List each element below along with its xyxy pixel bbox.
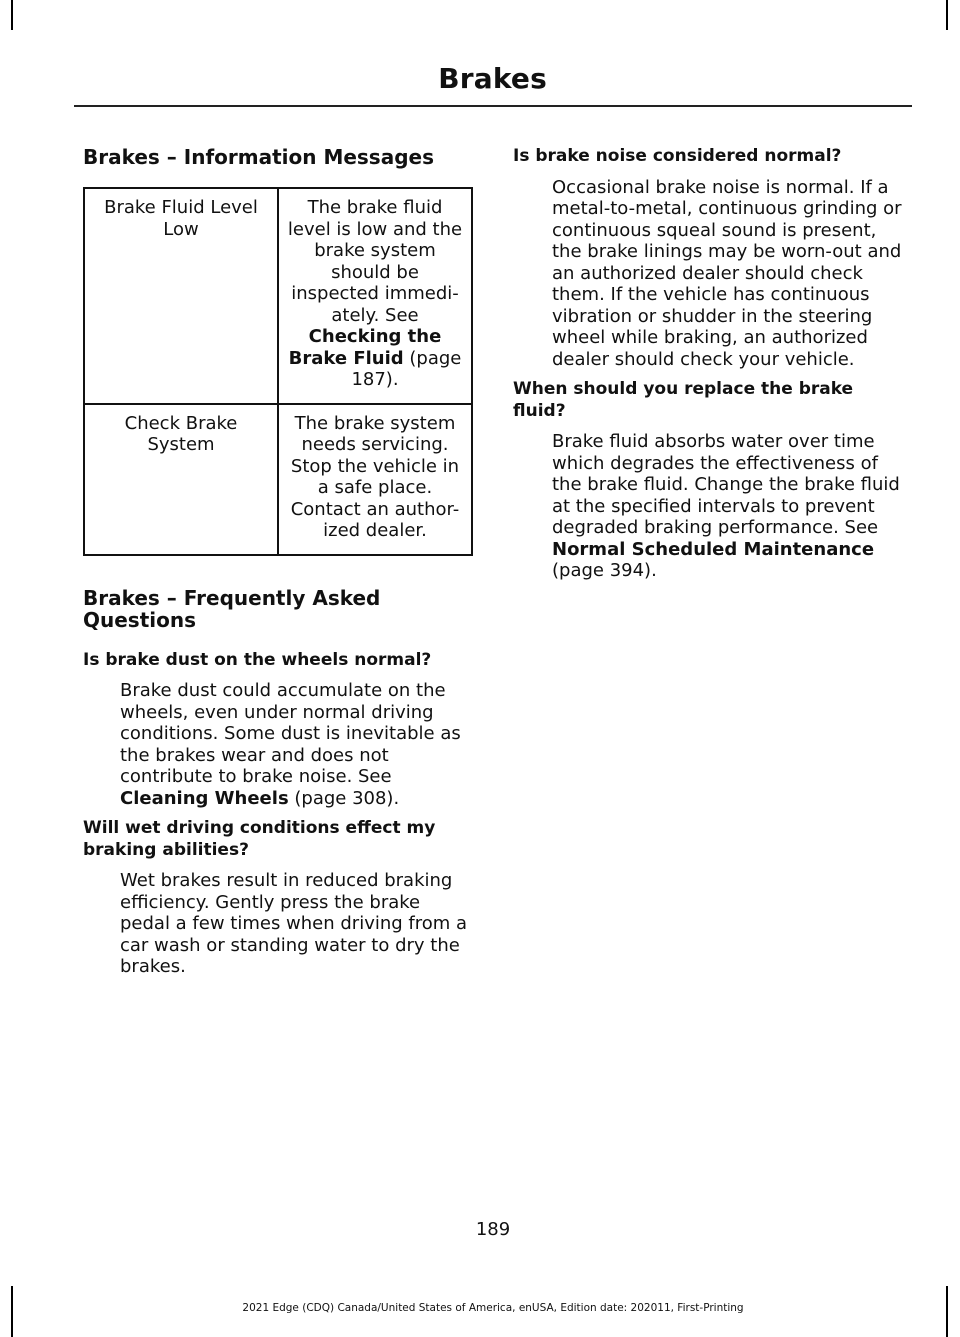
left-column xyxy=(83,146,475,978)
right-column xyxy=(513,146,908,582)
faq-answer: Brake dust could accumulate on the wheels, even under normal driving conditions. Some dust is inevitable as the brakes wear and does not contribute to brake noise. See Cleaning Wheels (page 308). xyxy=(120,680,461,809)
info-section-heading: Brakes – Information Messages xyxy=(83,145,434,169)
faq-answer: Wet brakes result in reduced braking efficiency. Gently press the brake pedal a few times when driving from a car wash or standing water to dry the brakes. xyxy=(120,870,468,977)
crop-mark-top-left xyxy=(11,0,13,30)
table-row xyxy=(84,404,472,555)
footer-text: 2021 Edge (CDQ) Canada/United States of America, enUSA, Edition date: 202011, First-Printing xyxy=(242,1302,744,1314)
faq-answer: Occasional brake noise is normal. If a metal-to-metal, continuous grinding or continuous squeal sound is present, the brake linings may be worn-out and an authorized dealer should check them. If the vehicle has continuous vibration or shudder in the steering wheel while braking, an authorized dealer should check your vehicle. xyxy=(552,176,902,370)
cross-reference-link[interactable]: Checking the Brake Fluid xyxy=(288,326,442,369)
faq-question: Will wet driving conditions effect my braking abilities? xyxy=(83,818,436,860)
cross-reference-link[interactable]: Normal Scheduled Maintenance xyxy=(552,538,875,560)
info-messages-table xyxy=(83,187,473,556)
crop-mark-top-right xyxy=(946,0,948,30)
page-number: 189 xyxy=(475,1219,511,1240)
table-row xyxy=(84,188,472,404)
faq-section-heading: Brakes – Frequently Asked Questions xyxy=(83,585,381,632)
message-cell: Check Brake System xyxy=(84,404,278,555)
page-title: Brakes xyxy=(438,62,547,95)
faq-question: Is brake dust on the wheels normal? xyxy=(83,649,432,670)
action-cell: The brake system needs servicing. Stop the vehicle in a safe place. Contact an author-ized dealer. xyxy=(278,404,472,555)
action-cell: The brake fluid level is low and the brake system should be inspected immedi-ately. See Checking the Brake Fluid (page 187). xyxy=(278,188,472,404)
faq-question: Is brake noise considered normal? xyxy=(513,146,842,166)
faq-question: When should you replace the brake fluid? xyxy=(513,379,854,421)
header-divider xyxy=(74,105,912,107)
faq-answer: Brake fluid absorbs water over time which degrades the effectiveness of the brake fluid. Change the brake fluid at the specified intervals to prevent degraded braking performance. See Normal Scheduled Maintenance (page 394). xyxy=(552,431,900,581)
message-cell: Brake Fluid Level Low xyxy=(84,188,278,404)
cross-reference-link[interactable]: Cleaning Wheels xyxy=(120,787,289,809)
